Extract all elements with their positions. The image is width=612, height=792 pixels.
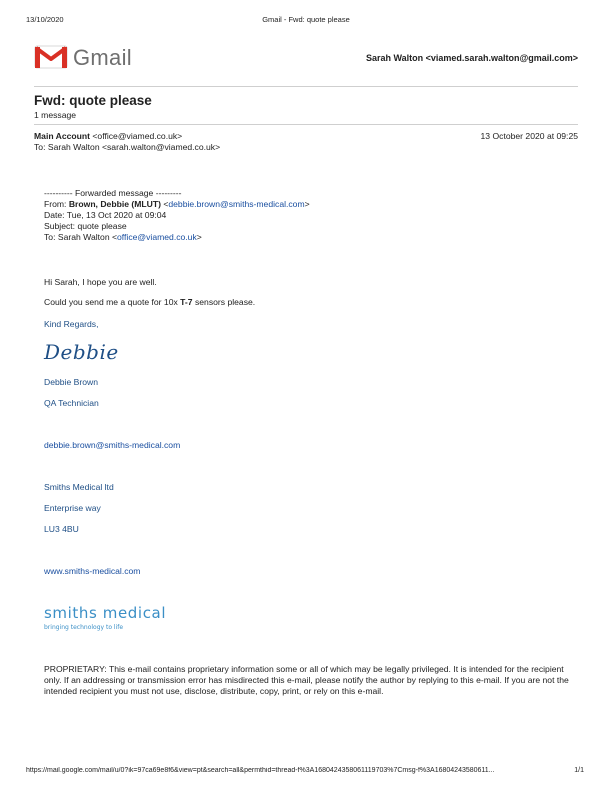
gmail-logo-icon <box>34 44 68 70</box>
sender-block-postcode: LU3 4BU <box>44 524 79 534</box>
gmail-logo-text: Gmail <box>73 45 132 70</box>
sender-block-email-link[interactable]: debbie.brown@smiths-medical.com <box>44 440 181 450</box>
message-count: 1 message <box>34 110 77 120</box>
sign-off: Kind Regards, <box>44 319 99 329</box>
forward-to-close: > <box>196 232 202 242</box>
smiths-medical-logo: smiths medical <box>44 604 167 622</box>
sender-block-website-link[interactable]: www.smiths-medical.com <box>44 566 141 576</box>
sender-block-name: Debbie Brown <box>44 377 98 387</box>
smiths-medical-tagline: bringing technology to life <box>44 624 124 631</box>
signature: Debbie <box>44 340 119 364</box>
request-end: sensors please. <box>192 297 256 307</box>
forward-from-label: From: <box>44 199 69 209</box>
forward-from-name: Brown, Debbie (MLUT) <box>68 199 161 209</box>
print-footer-page: 1/1 <box>574 767 584 774</box>
subject-divider <box>34 124 578 125</box>
request-start: Could you send me a quote for 10x <box>44 297 181 307</box>
forward-from-open: < <box>160 199 169 209</box>
forward-to <box>44 232 202 243</box>
sender-name: Main Account <box>34 131 91 141</box>
message-from <box>34 131 182 141</box>
sender-email: <office@viamed.co.uk> <box>90 131 183 141</box>
print-date: 13/10/2020 <box>26 15 64 24</box>
sender-block-title: QA Technician <box>44 398 99 408</box>
sender-block-company: Smiths Medical ltd <box>44 482 114 492</box>
quote-request <box>44 297 255 308</box>
forward-date: Date: Tue, 13 Oct 2020 at 09:04 <box>44 210 167 220</box>
print-title: Gmail - Fwd: quote please <box>262 15 350 24</box>
forward-to-label: To: Sarah Walton < <box>44 232 118 242</box>
greeting: Hi Sarah, I hope you are well. <box>44 277 157 287</box>
header-divider <box>34 86 578 87</box>
sender-block-street: Enterprise way <box>44 503 101 513</box>
forward-from-email-link[interactable]: debbie.brown@smiths-medical.com <box>168 199 305 209</box>
message-date: 13 October 2020 at 09:25 <box>480 131 578 141</box>
forward-from-close: > <box>304 199 310 209</box>
forward-subject: Subject: quote please <box>44 221 127 231</box>
forward-to-email-link[interactable]: office@viamed.co.uk <box>117 232 197 242</box>
forward-separator: ---------- Forwarded message --------- <box>44 188 182 198</box>
request-product: T-7 <box>180 297 193 307</box>
forward-from <box>44 199 310 210</box>
account-label: Sarah Walton <viamed.sarah.walton@gmail.com> <box>365 53 578 63</box>
message-to: To: Sarah Walton <sarah.walton@viamed.co.uk> <box>34 142 221 152</box>
thread-subject: Fwd: quote please <box>34 93 152 108</box>
print-footer-url: https://mail.google.com/mail/u/0?ik=97ca69e8f6&view=pt&search=all&permthid=thread-f%3A1680424358061119703%7Cmsg-f%3A16804243580611... <box>26 767 495 774</box>
proprietary-disclaimer: PROPRIETARY: This e-mail contains proprietary information some or all of which may be legally privileged. It is intended for the recipient only. If an addressing or transmission error has misdirected this e-mail, please notify the author by replying to this e-mail. If you are not the intended recipient you must not use, disclose, distribute, copy, print, or rely on this e-mail. <box>44 664 569 697</box>
